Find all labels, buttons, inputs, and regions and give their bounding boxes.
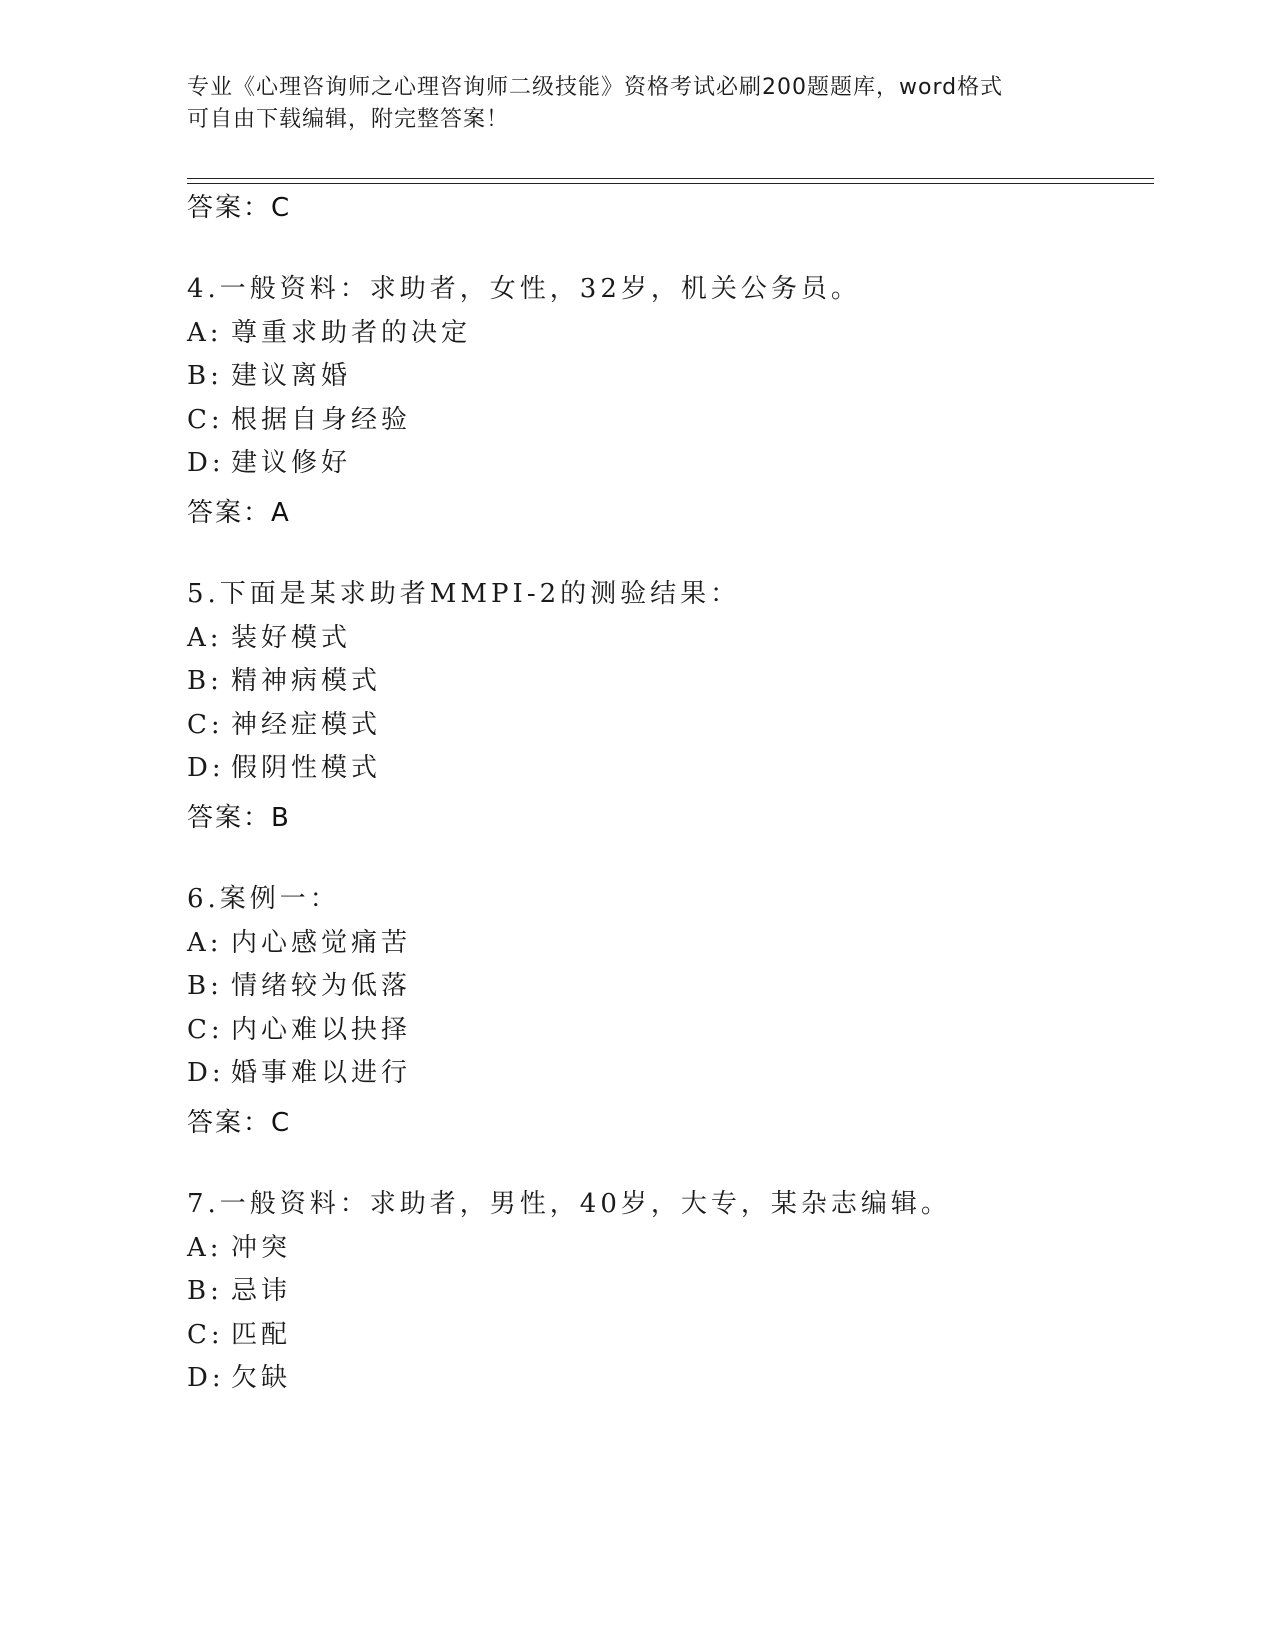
option-c xyxy=(187,707,381,743)
answer-label: 答案：A xyxy=(187,498,291,528)
option-c xyxy=(187,1012,411,1048)
option-text: 精神病模式 xyxy=(231,666,382,696)
option-c xyxy=(187,402,411,438)
document-header xyxy=(187,72,1087,136)
option-d xyxy=(187,1055,411,1091)
option-key: B: xyxy=(187,1276,223,1306)
option-text: 装好模式 xyxy=(231,623,352,653)
option-key: D: xyxy=(187,1363,225,1393)
option-b xyxy=(187,968,411,1004)
option-key: C: xyxy=(187,1015,224,1045)
option-key: C: xyxy=(187,405,224,435)
option-text: 根据自身经验 xyxy=(231,405,412,435)
option-b xyxy=(187,663,381,699)
header-line-1: 专业《心理咨询师之心理咨询师二级技能》资格考试必刷200题题库，word格式 xyxy=(187,75,1004,100)
option-c xyxy=(187,1317,291,1353)
option-a xyxy=(187,1230,291,1266)
option-key: C: xyxy=(187,710,224,740)
option-key: B: xyxy=(187,361,223,391)
question-stem: 4.一般资料：求助者，女性，32岁，机关公务员。 xyxy=(187,274,861,304)
option-d xyxy=(187,1360,291,1396)
answer-label: 答案：C xyxy=(187,193,292,223)
answer-label: 答案：C xyxy=(187,1108,292,1138)
option-text: 内心难以抉择 xyxy=(231,1015,412,1045)
option-text: 建议离婚 xyxy=(231,361,352,391)
answer-label: 答案：B xyxy=(187,803,291,833)
option-a xyxy=(187,620,351,656)
option-key: D: xyxy=(187,1058,225,1088)
option-key: D: xyxy=(187,448,225,478)
header-line-2: 可自由下载编辑，附完整答案！ xyxy=(187,107,510,132)
option-text: 神经症模式 xyxy=(231,710,382,740)
option-key: B: xyxy=(187,971,223,1001)
option-key: C: xyxy=(187,1320,224,1350)
question-stem: 7.一般资料：求助者，男性，40岁，大专，某杂志编辑。 xyxy=(187,1189,951,1219)
option-text: 匹配 xyxy=(231,1320,292,1350)
option-a xyxy=(187,315,471,351)
option-key: A: xyxy=(187,1233,223,1263)
option-text: 建议修好 xyxy=(231,448,352,478)
question-stem: 6.案例一： xyxy=(187,884,340,914)
question-stem: 5.下面是某求助者MMPI-2的测验结果： xyxy=(187,579,741,609)
option-b xyxy=(187,358,351,394)
option-text: 尊重求助者的决定 xyxy=(231,318,472,348)
option-d xyxy=(187,445,351,481)
header-divider-top xyxy=(187,178,1154,179)
option-text: 欠缺 xyxy=(231,1363,292,1393)
option-text: 忌讳 xyxy=(231,1276,292,1306)
option-text: 冲突 xyxy=(231,1233,292,1263)
option-key: A: xyxy=(187,928,223,958)
option-text: 婚事难以进行 xyxy=(231,1058,412,1088)
option-d xyxy=(187,750,381,786)
option-a xyxy=(187,925,411,961)
option-key: B: xyxy=(187,666,223,696)
option-text: 情绪较为低落 xyxy=(231,971,412,1001)
option-key: A: xyxy=(187,623,223,653)
option-text: 内心感觉痛苦 xyxy=(231,928,412,958)
header-divider-bottom xyxy=(187,183,1154,184)
option-key: A: xyxy=(187,318,223,348)
option-key: D: xyxy=(187,753,225,783)
option-b xyxy=(187,1273,291,1309)
option-text: 假阴性模式 xyxy=(231,753,382,783)
